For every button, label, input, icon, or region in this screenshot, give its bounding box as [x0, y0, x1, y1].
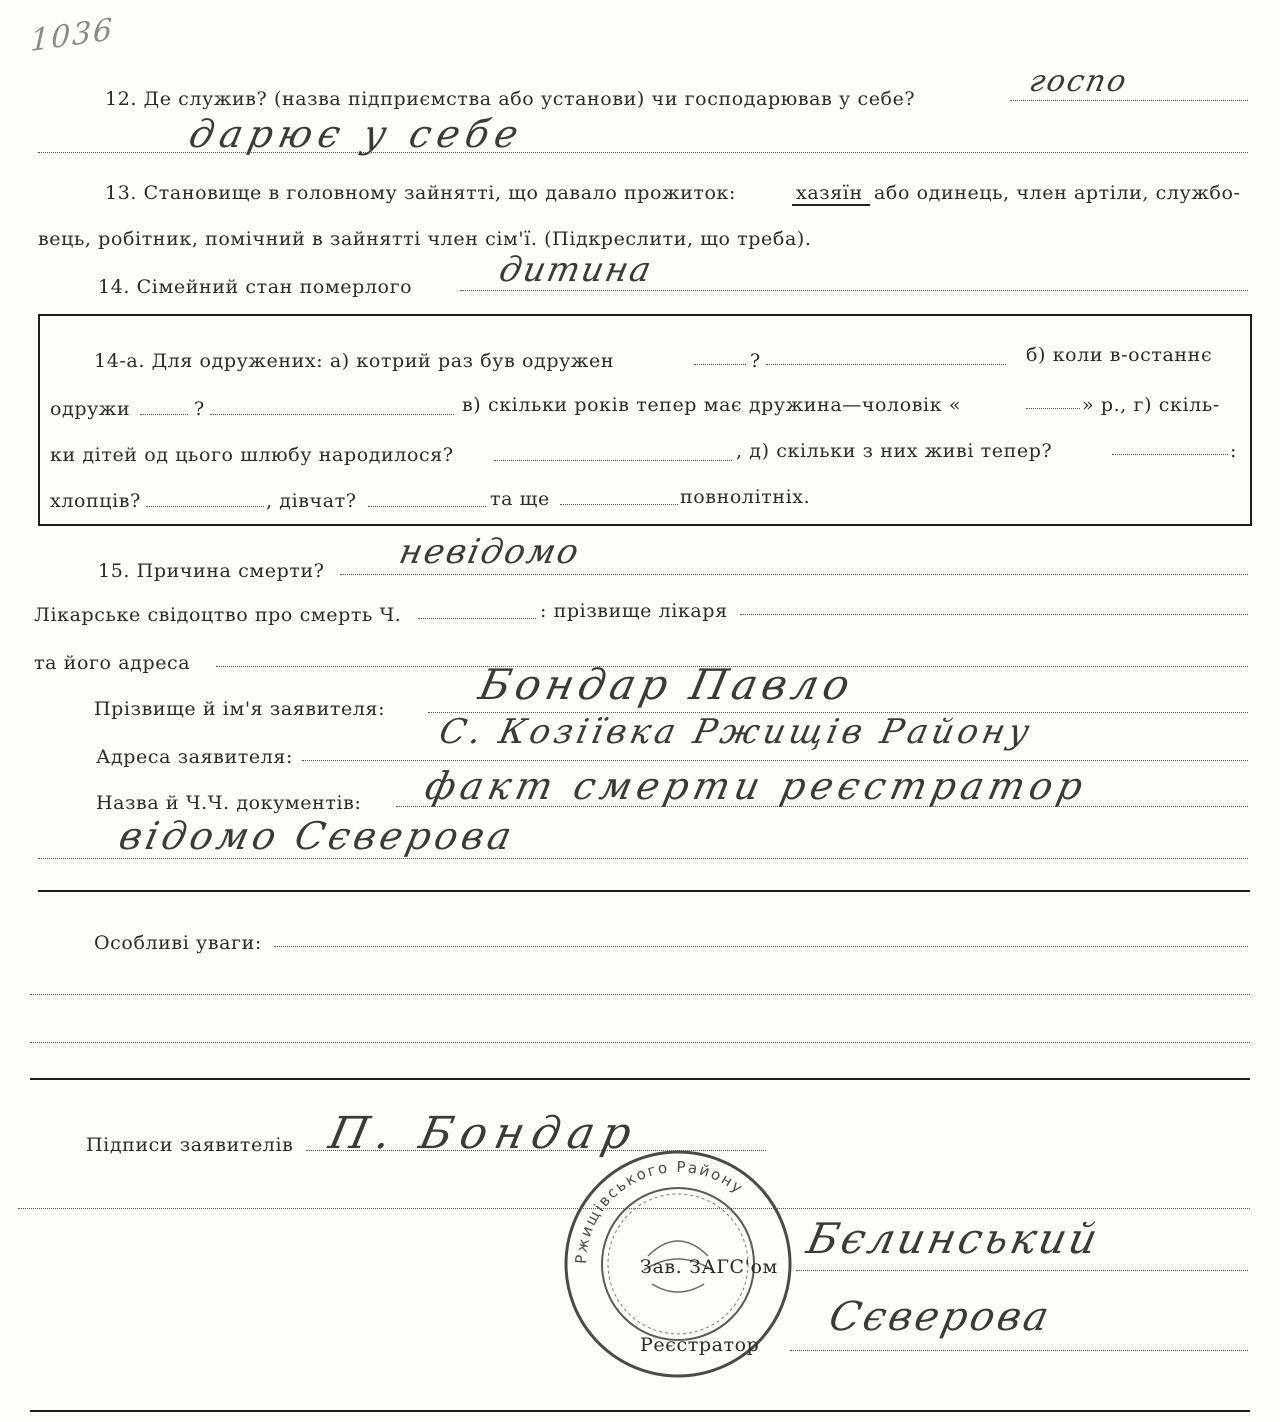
- q14-line: [460, 290, 1248, 291]
- section-divider-1: [38, 890, 1250, 892]
- notes-label: Особливі уваги:: [94, 932, 262, 954]
- q12-line-1: [1010, 100, 1248, 101]
- applicant-address-label: Адреса заявителя:: [96, 746, 293, 768]
- q14a-dots-6: [494, 460, 732, 461]
- q14a-dots-4: [210, 414, 454, 415]
- q14a-line1-b: б) коли в-останнє: [1026, 344, 1213, 366]
- q14a-line3-b: , д) скільки з них живі тепер?: [736, 440, 1053, 462]
- q14a-q2: ?: [194, 398, 205, 420]
- notes-line-1: [274, 946, 1248, 947]
- applicant-name-label: Прізвище й ім'я заявителя:: [94, 698, 386, 720]
- registrar-signature: Сєверова: [825, 1294, 1056, 1340]
- q12-answer-1: госпо: [1026, 64, 1132, 99]
- q14a-dots-3: [140, 414, 188, 415]
- documents-value-2: відомо Сєверова: [115, 814, 520, 858]
- notes-line-2: [30, 994, 1250, 995]
- applicant-name-value: Бондар Павло: [474, 660, 860, 709]
- q15-answer: невідомо: [395, 532, 585, 572]
- med-number-line: [418, 618, 536, 619]
- q14a-dots-1: [694, 364, 746, 365]
- q13-label-2: або одинець, член артіли, службо-: [874, 182, 1241, 204]
- q13-label-3: вець, робітник, помічний в зайнятті член сім'ї. (Підкреслити, що треба).: [38, 228, 812, 250]
- applicant-address-line: [302, 760, 1248, 761]
- q14a-line2-b: в) скільки років тепер має дружина—чоловік «: [462, 394, 962, 416]
- documents-label: Назва й Ч.Ч. документів:: [96, 792, 362, 814]
- q14a-line1-a: 14-а. Для одружених: а) котрий раз був одружен: [94, 350, 615, 372]
- applicants-signature: П. Бондар: [324, 1108, 644, 1159]
- q14a-line3-a: ки дітей од цього шлюбу народилося?: [50, 444, 454, 466]
- notes-line-3: [30, 1042, 1250, 1043]
- applicant-address-value: С. Козіївка Ржищів Району: [435, 712, 1037, 752]
- q14a-line4-d: повнолітніх.: [680, 486, 811, 508]
- registry-head-signature: Бєлинський: [802, 1214, 1105, 1263]
- registrar-label: Реєстратор: [640, 1334, 760, 1356]
- registry-head-line: [796, 1270, 1248, 1271]
- section-divider-2: [30, 1078, 1250, 1080]
- q14a-colon: :: [1230, 440, 1238, 462]
- q14-label: 14. Сімейний стан померлого: [98, 276, 413, 298]
- q14a-line4-c: та ще: [490, 488, 550, 510]
- q14a-line4-b: , дівчат?: [266, 490, 357, 512]
- q14a-dots-10: [560, 504, 678, 505]
- q14a-q1: ?: [750, 350, 761, 372]
- q14-answer: дитина: [495, 250, 657, 290]
- q14a-line2-a: одружи: [50, 398, 131, 420]
- q14a-dots-7: [1112, 454, 1228, 455]
- applicants-signature-label: Підписи заявителів: [86, 1134, 294, 1156]
- archive-number-note: 1036: [29, 11, 115, 60]
- q15-line: [340, 574, 1248, 575]
- q12-answer-2: дарює у себе: [185, 112, 529, 156]
- q15-label: 15. Причина смерти?: [98, 560, 325, 582]
- documents-value-1: факт смерти реєстратор: [421, 764, 1092, 808]
- q13-underline: [792, 204, 870, 206]
- registrar-line: [790, 1350, 1248, 1351]
- svg-text:Ржищівського Району: [572, 1158, 748, 1264]
- stamp-text: Ржищівського Району: [571, 1157, 748, 1265]
- q14a-line2-c: » р., г) скіль-: [1082, 394, 1220, 416]
- q13-underlined-option: хазяїн: [796, 182, 863, 204]
- q14a-dots-5: [1026, 408, 1080, 409]
- med-certificate-label: Лікарське свідоцтво про смерть Ч.: [34, 604, 402, 626]
- q12-label: 12. Де служив? (назва підприємства або установи) чи господарював у себе?: [105, 88, 916, 110]
- med-address-label: та його адреса: [34, 652, 191, 674]
- registry-head-label: Зав. ЗАГС'ом: [640, 1256, 778, 1278]
- bottom-rule: [30, 1410, 1250, 1412]
- q13-label-1: 13. Становище в головному зайнятті, що давало прожиток:: [105, 182, 737, 204]
- med-doctor-line: [740, 614, 1248, 615]
- documents-line-2: [38, 858, 1248, 859]
- q14a-dots-9: [368, 506, 486, 507]
- med-doctor-label: : прізвище лікаря: [540, 600, 728, 622]
- q14a-dots-8: [146, 506, 264, 507]
- q14a-dots-2: [766, 364, 1006, 365]
- q14a-line4-a: хлопців?: [50, 490, 141, 512]
